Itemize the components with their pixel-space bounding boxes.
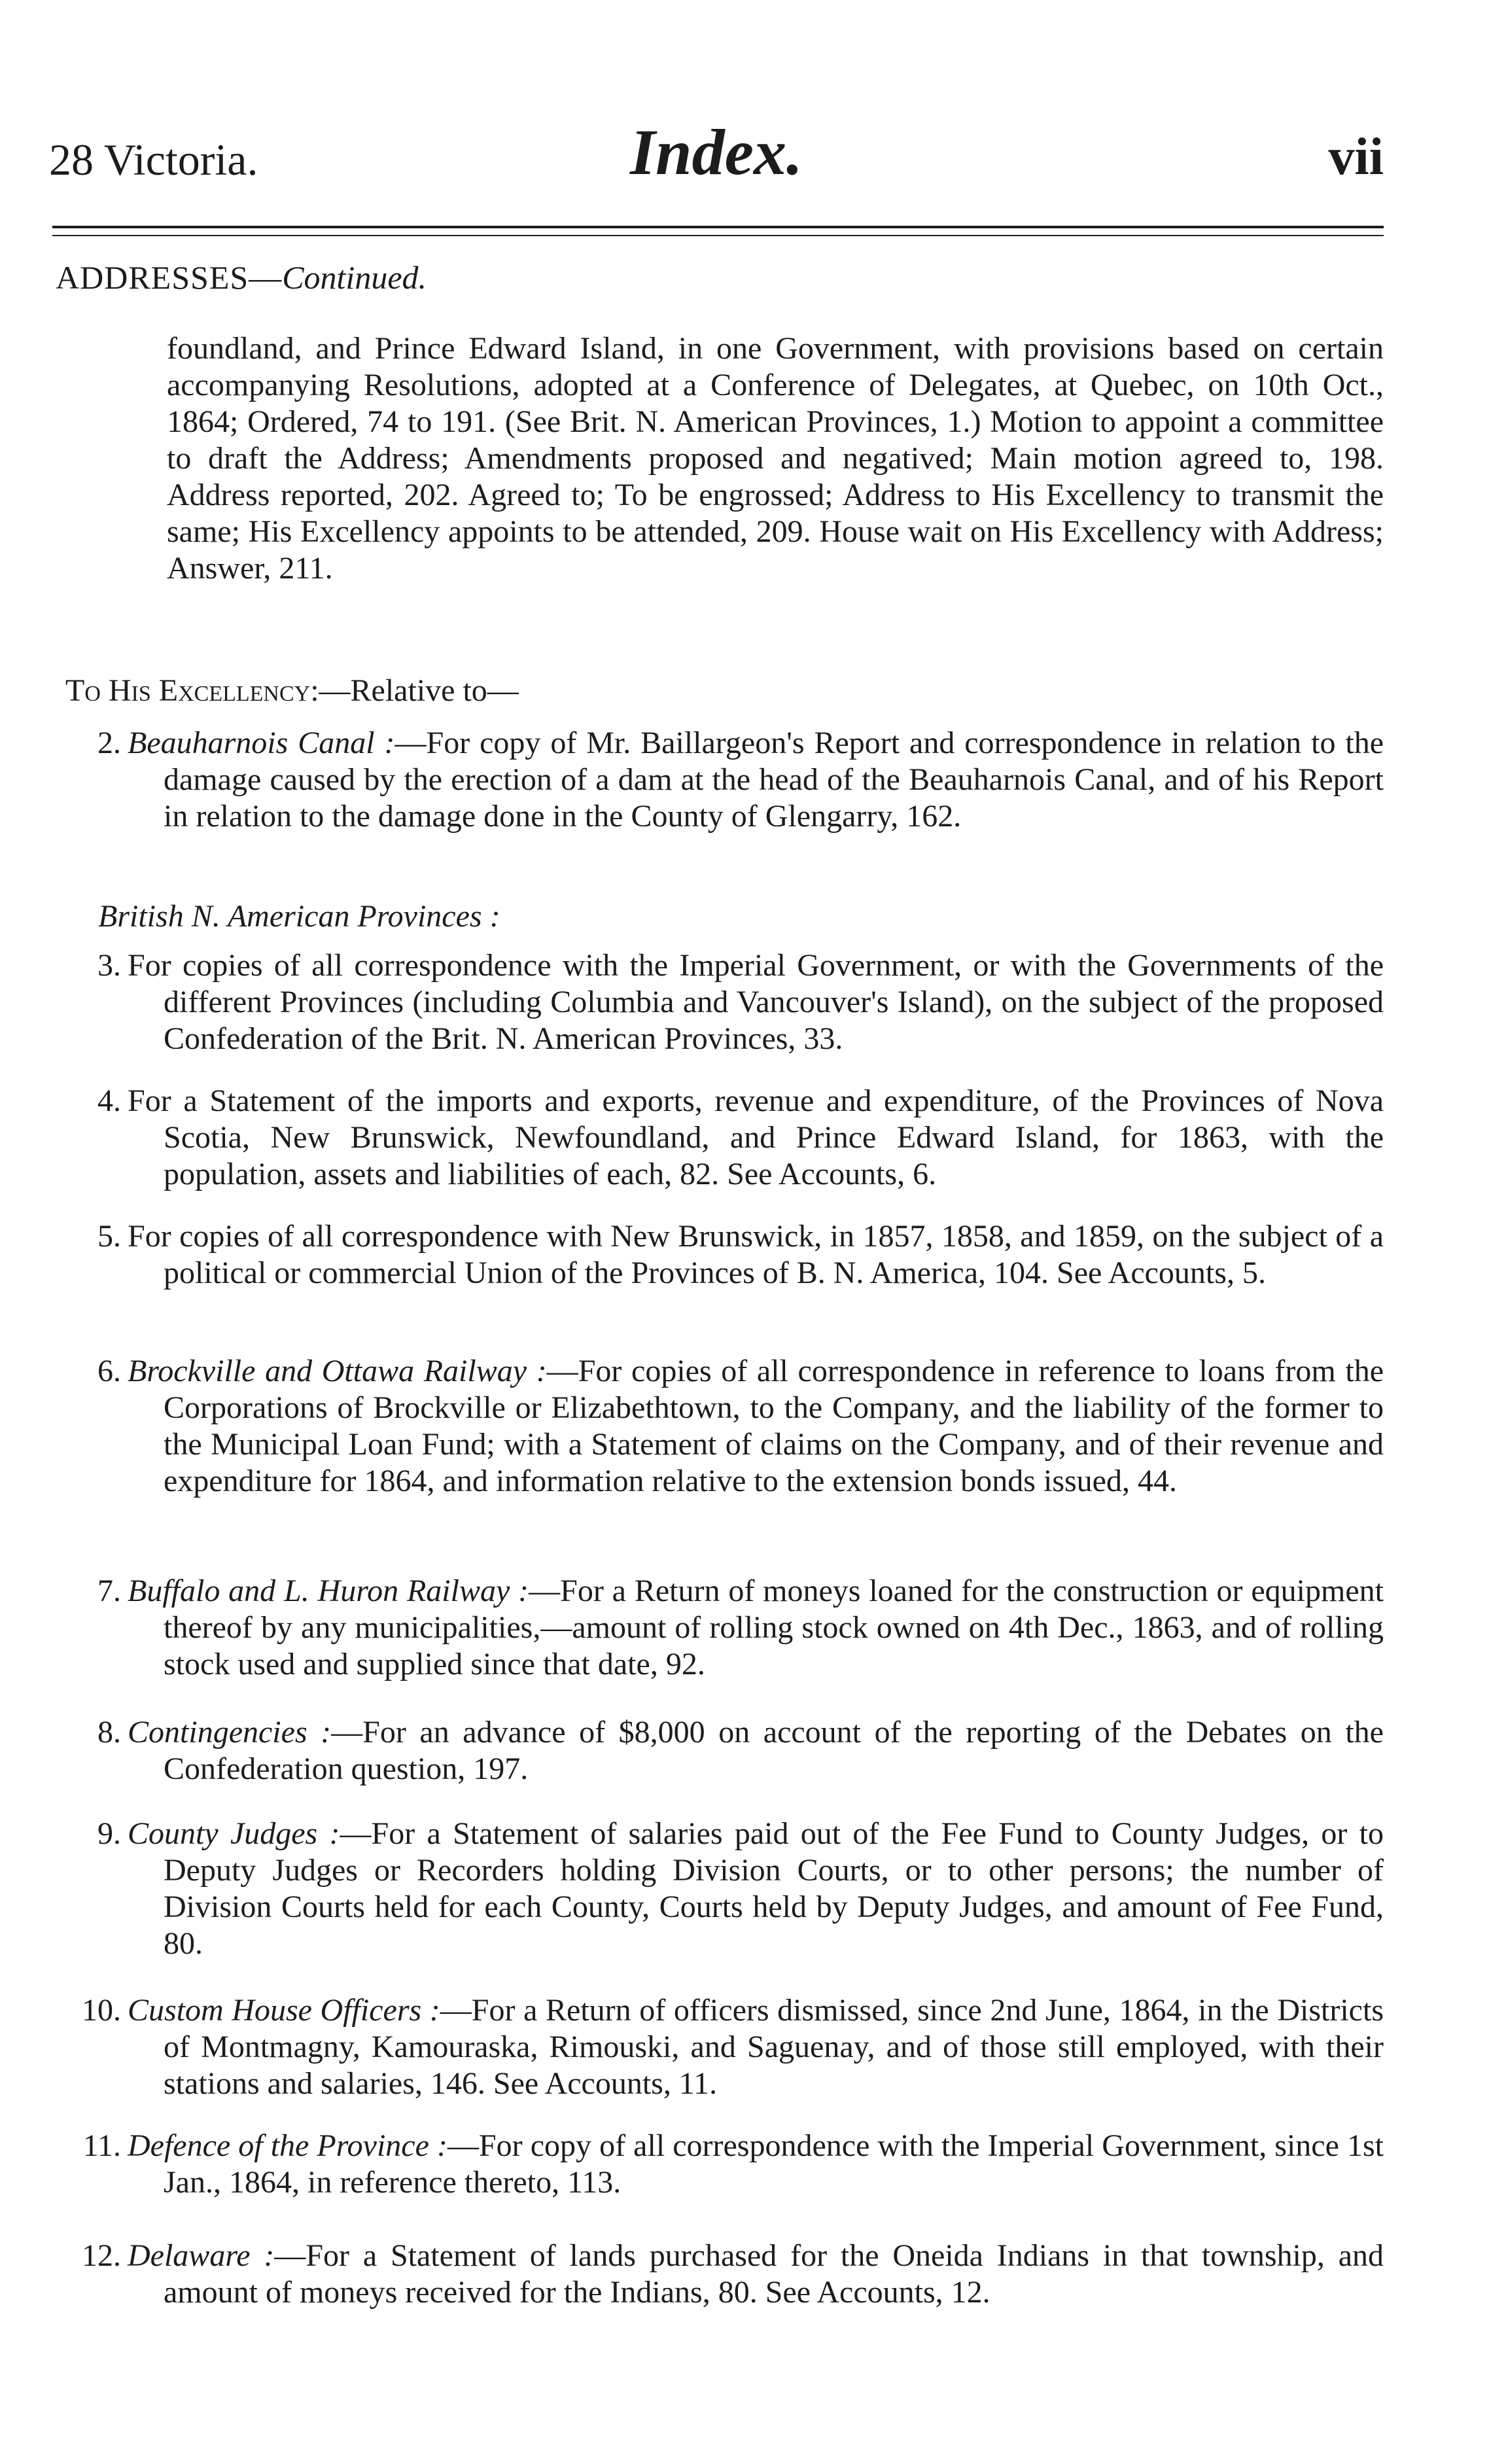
entry-topic: Buffalo and L. Huron Railway :	[128, 1574, 529, 1608]
entry-number: 11 .	[46, 2128, 121, 2164]
entry-text: —For copies of all correspondence in reference to loans from the Corporations of Brockville or Elizabethtown, to the Company, and the liability of the former to the Municipal Loan Fund; with a Statement of claims on the Company, and of their revenue and expenditure for 1864, and information relative to the extension bonds issued, 44.	[164, 1354, 1384, 1498]
index-entry	[97, 947, 1384, 1057]
entry-number: 3 .	[46, 947, 121, 984]
entry-number: 9 .	[46, 1816, 121, 1852]
entry-text: —For copy of Mr. Baillargeon's Report and correspondence in relation to the damage caused by the erection of a dam at the head of the Beauharnois Canal, and of his Report in relation to the damage done in the County of Glengarry, 162.	[164, 726, 1384, 834]
running-head-volume: 28 Victoria.	[49, 135, 258, 185]
index-entry	[97, 1816, 1384, 1962]
subheading	[65, 673, 519, 709]
header-rule-thick	[52, 226, 1384, 228]
entry-topic: Beauharnois Canal :	[128, 726, 395, 760]
entry-text: —For a Statement of salaries paid out of the Fee Fund to County Judges, or to Deputy Judges or Recorders holding Division Courts, or to other persons; the number of Division Courts held for each County, Courts held by Deputy Judges, and amount of Fee Fund, 80.	[164, 1816, 1384, 1961]
entry-text: —For a Return of officers dismissed, since 2nd June, 1864, in the Districts of Montmagny, Kamouraska, Rimouski, and Saguenay, and of those still employed, with their stations and salaries, 146. See Accounts, 11.	[164, 1993, 1384, 2101]
subsection-heading: British N. American Provinces :	[98, 899, 500, 934]
entry-text: For copies of all correspondence with the Imperial Government, or with the Governments of the different Provinces (including Columbia and Vancouver's Island), on the subject of the proposed Confederation of the Brit. N. American Provinces, 33.	[128, 948, 1384, 1056]
entry-text: For copies of all correspondence with New Brunswick, in 1857, 1858, and 1859, on the subject of a political or commercial Union of the Provinces of B. N. America, 104. See Accounts, 5.	[128, 1219, 1384, 1290]
entry-topic: County Judges :	[128, 1816, 340, 1851]
section-title: ADDRESSES—	[56, 259, 283, 296]
entry-number: 5 .	[46, 1218, 121, 1255]
page-number: vii	[1328, 128, 1384, 186]
entry-text: —For a Statement of lands purchased for the Oneida Indians in that township, and amount of moneys received for the Indians, 80. See Accounts, 12.	[164, 2238, 1384, 2310]
continued-paragraph: foundland, and Prince Edward Island, in one Government, with provisions based on certain accompanying Resolutions, adopted at a Conference of Delegates, at Quebec, on 10th Oct., 1864; Ordered, 74 to 191. (See Brit. N. American Provinces, 1.) Motion to appoint a committee to draft the Address; Amendments proposed and negatived; Main motion agreed to, 198. Address reported, 202. Agreed to; To be engrossed; Address to His Excellency to transmit the same; His Excellency appoints to be attended, 209. House wait on His Excellency with Address; Answer, 211.	[167, 331, 1384, 586]
entry-topic: Delaware :	[128, 2238, 275, 2273]
entry-number: 4 .	[46, 1083, 121, 1119]
entry-number: 8 .	[46, 1714, 121, 1751]
page-header	[49, 114, 1384, 206]
subheading-suffix: :—Relative to—	[310, 673, 519, 708]
index-entry	[97, 1083, 1384, 1193]
section-heading	[56, 258, 427, 296]
index-entry	[97, 725, 1384, 835]
running-head-title: Index.	[630, 116, 803, 188]
entry-text: —For a Return of moneys loaned for the construction or equipment thereof by any municipalities,—amount of rolling stock owned on 4th Dec., 1863, and of rolling stock used and supplied since that date, 92.	[164, 1574, 1384, 1681]
index-entry	[97, 1573, 1384, 1683]
entry-number: 12 .	[46, 2238, 121, 2274]
entry-text: —For copy of all correspondence with the Imperial Government, since 1st Jan., 1864, in reference thereto, 113.	[164, 2128, 1384, 2200]
section-continued: Continued.	[282, 259, 427, 296]
entry-number: 6 .	[46, 1353, 121, 1390]
entry-number: 7 .	[46, 1573, 121, 1610]
entry-number: 10 .	[46, 1992, 121, 2029]
entry-topic: Contingencies :	[128, 1715, 332, 1750]
entry-topic: Custom House Officers :	[128, 1993, 440, 2028]
header-rule-thin	[52, 235, 1384, 236]
index-entry	[82, 2238, 1384, 2311]
entry-text: For a Statement of the imports and exports, revenue and expenditure, of the Provinces of Nova Scotia, New Brunswick, Newfoundland, and Prince Edward Island, for 1863, with the population, assets and liabilities of each, 82. See Accounts, 6.	[128, 1083, 1384, 1191]
entry-number: 2 .	[46, 725, 121, 762]
index-entry	[82, 1992, 1384, 2102]
index-entry	[97, 1714, 1384, 1787]
entry-topic: Defence of the Province :	[128, 2128, 447, 2163]
entry-topic: Brockville and Ottawa Railway :	[128, 1354, 547, 1388]
index-entry	[97, 1218, 1384, 1292]
entry-text: —For an advance of $8,000 on account of the reporting of the Debates on the Confederation question, 197.	[164, 1715, 1384, 1786]
subheading-prefix: To His Excellency	[65, 673, 311, 708]
index-entry	[82, 2128, 1384, 2201]
index-entry	[97, 1353, 1384, 1500]
